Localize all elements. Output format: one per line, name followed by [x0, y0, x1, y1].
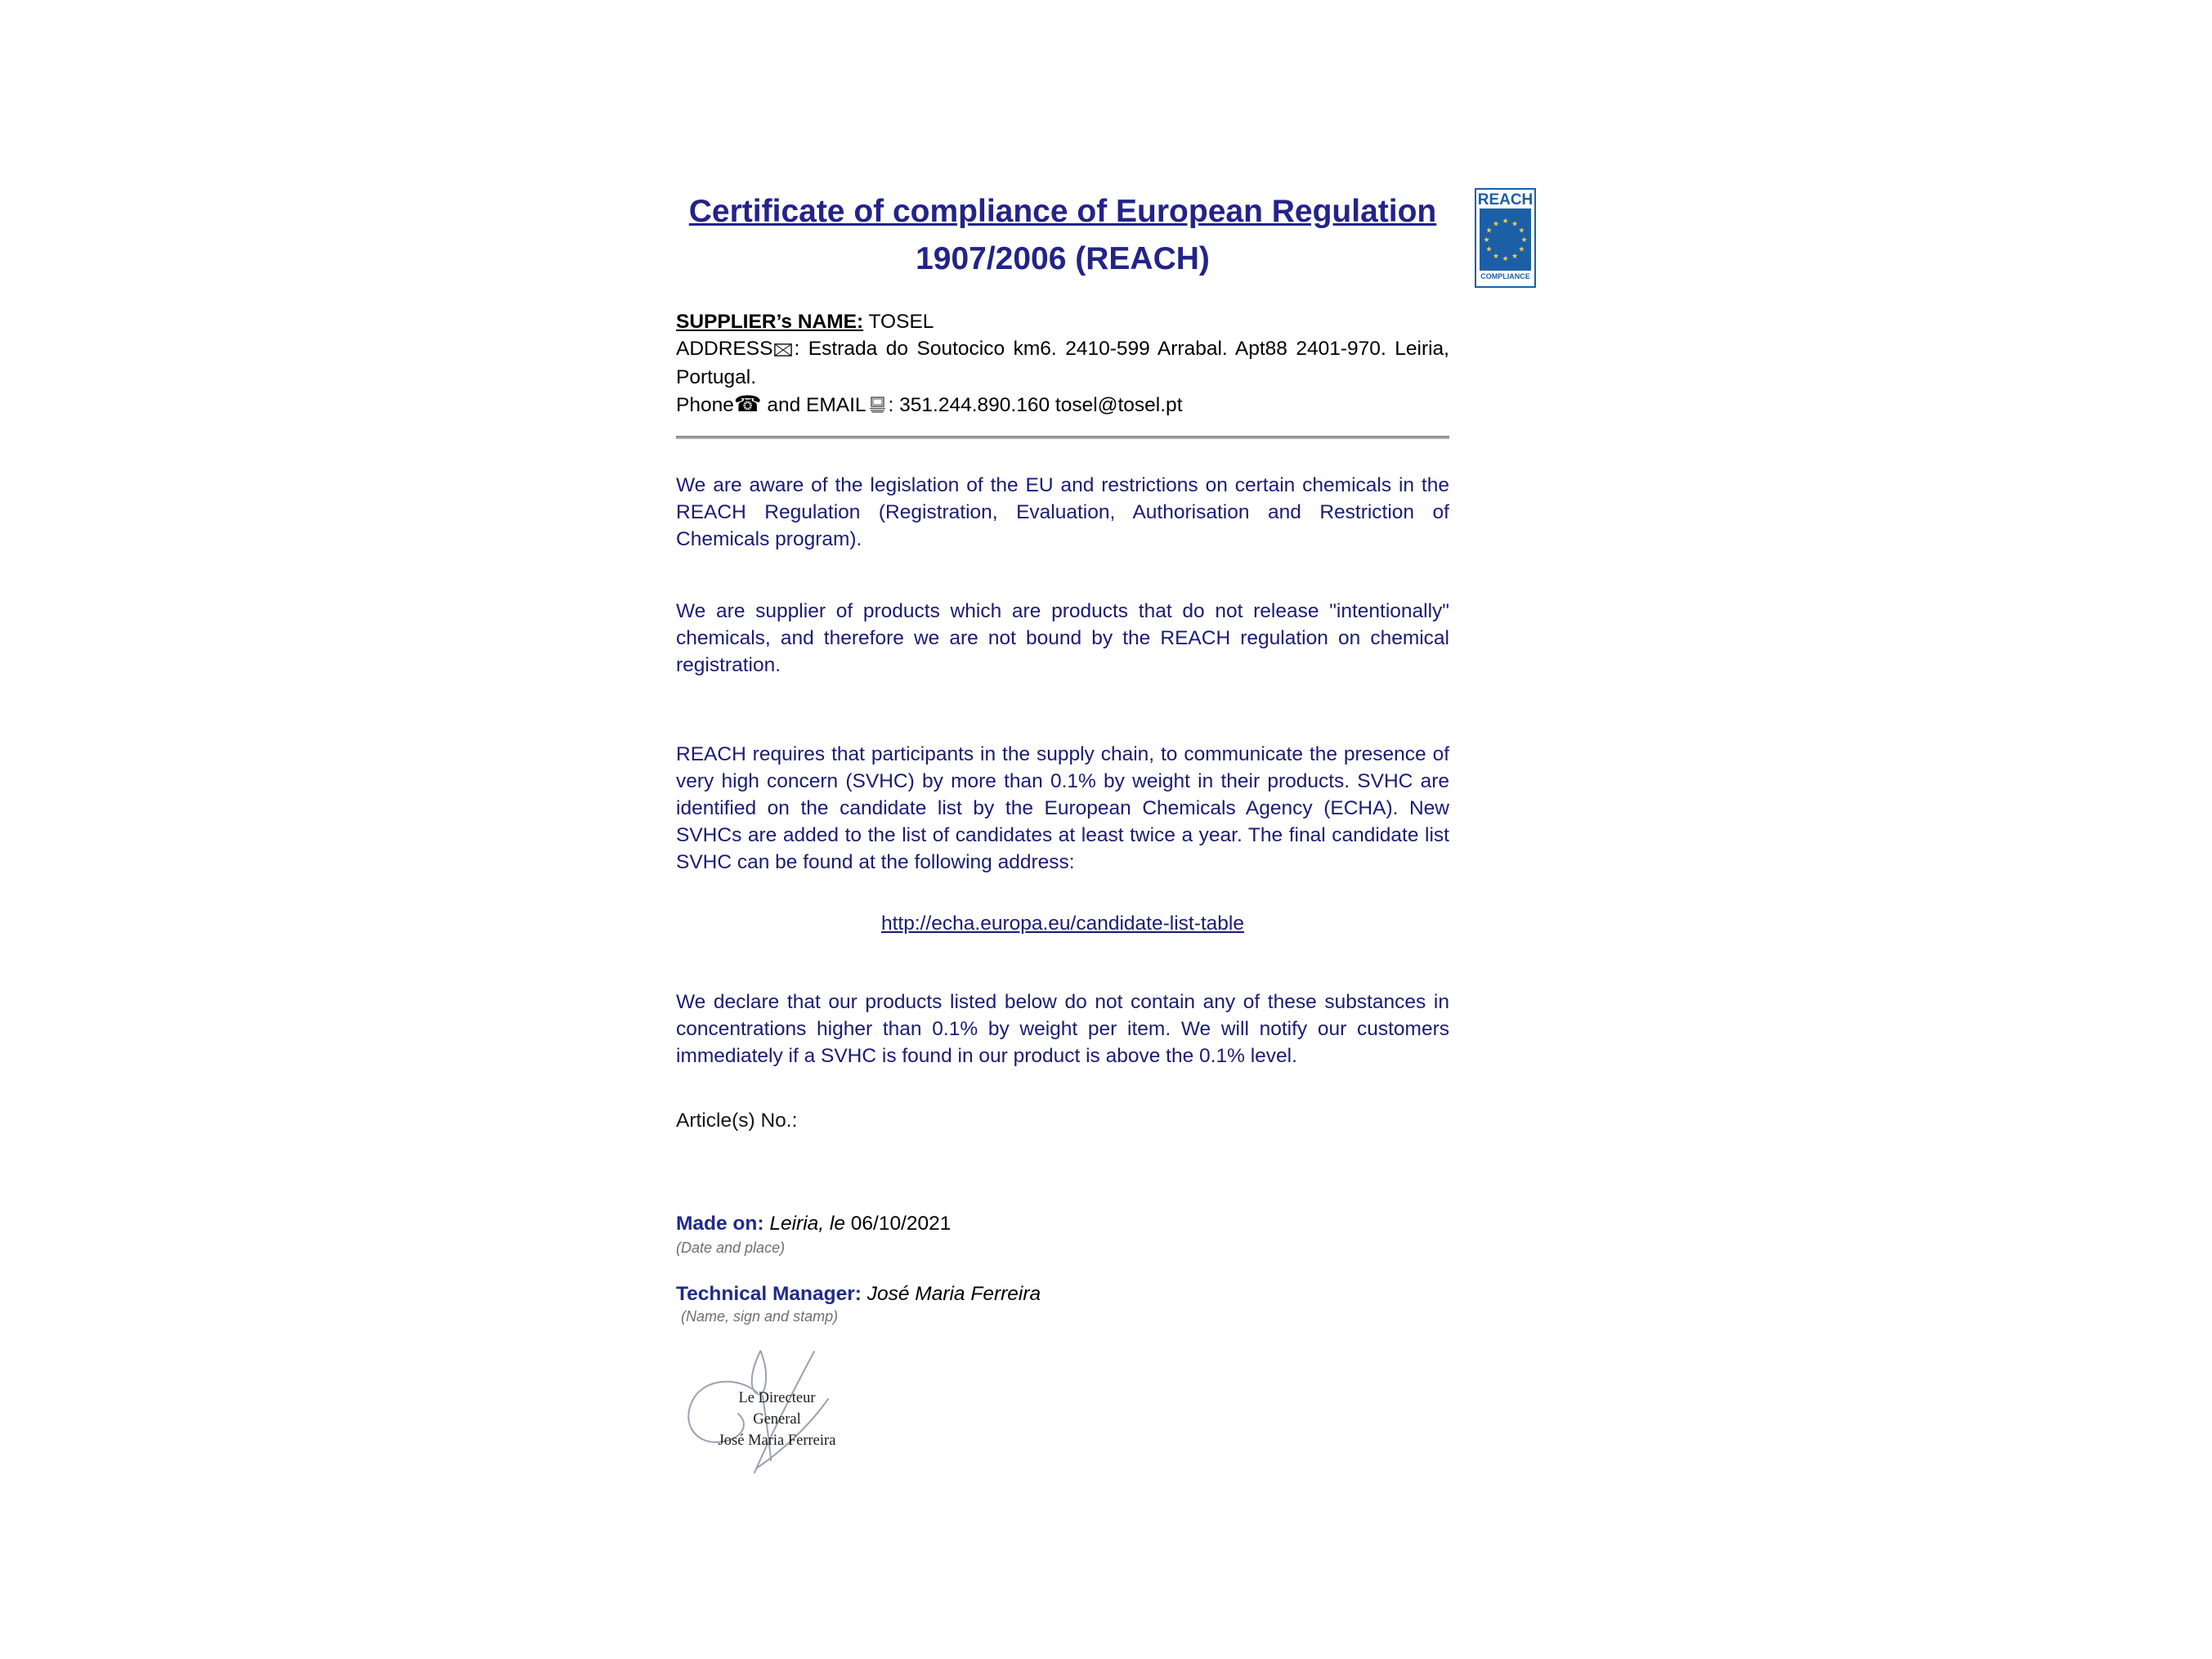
phone-label: Phone [676, 394, 734, 416]
and-email-label: and EMAIL [767, 394, 866, 416]
eu-stars-icon [1480, 208, 1531, 271]
svg-text:★: ★ [1492, 253, 1500, 262]
address-value: : Estrada do Soutocico km6. 2410-599 Arrabal. Apt88 2401-970. Leiria, Portugal. [676, 338, 1449, 388]
paragraph-reach-requirements: REACH requires that participants in the supply chain, to communicate the presence of very high concern (SVHC) by more than 0.1% by weight in their products. SVHC are identified on the candidate list by the European Chemicals Agency (ECHA). New SVHCs are added to the list of candidates at least twice a year. The final candidate list SVHC can be found at the following address: [676, 743, 1449, 873]
signature-block [681, 1342, 873, 1485]
svg-text:★: ★ [1502, 255, 1509, 264]
svg-text:★: ★ [1520, 236, 1528, 245]
signature-name-text [714, 1388, 840, 1451]
section-divider [676, 436, 1449, 439]
logo-reach-text: REACH [1477, 191, 1534, 208]
signature-person-line: José Maria Ferreira [718, 1433, 836, 1449]
paragraph-awareness: We are aware of the legislation of the EU and restrictions on certain chemicals in the REACH Regulation (Registration, Evaluation, Authorisation and Restriction of Chemicals program). [676, 474, 1449, 550]
made-on-line [676, 1213, 1449, 1235]
telephone-icon: ☎ [733, 392, 762, 417]
svg-text:★: ★ [1502, 217, 1509, 226]
svg-text:★: ★ [1511, 220, 1519, 229]
svg-text:★: ★ [1485, 245, 1493, 254]
svg-text:★: ★ [1518, 226, 1525, 235]
paragraph-supplier-statement: We are supplier of products which are products that do not release "intentionally" chemicals, and therefore we are not bound by the REACH regulation on chemical registration. [676, 600, 1449, 676]
name-sign-note: (Name, sign and stamp) [681, 1308, 839, 1325]
supplier-address-line [676, 335, 1449, 391]
made-on-date: 06/10/2021 [850, 1213, 952, 1235]
page-title [676, 188, 1449, 283]
supplier-name-label: SUPPLIER’s NAME: [676, 311, 864, 333]
technical-manager-line [676, 1283, 1449, 1306]
reach-compliance-logo [1475, 188, 1536, 288]
made-on-place: Leiria, le [769, 1213, 845, 1235]
title-line-1: Certificate of compliance of European Regulation [688, 194, 1437, 229]
title-line-2: 1907/2006 (REACH) [916, 241, 1210, 276]
supplier-name-line [676, 308, 1449, 335]
candidate-list-link[interactable]: http://echa.europa.eu/candidate-list-table [880, 912, 1244, 935]
supplier-contact-line [676, 391, 1449, 420]
supplier-name-value: TOSEL [868, 311, 934, 333]
date-place-note: (Date and place) [676, 1240, 786, 1256]
svg-text:★: ★ [1483, 236, 1490, 245]
computer-icon [868, 393, 887, 420]
svg-text:★: ★ [1492, 220, 1500, 229]
address-label: ADDRESS [676, 338, 773, 360]
svg-text:★: ★ [1518, 245, 1525, 254]
article-number-label: Article(s) No.: [676, 1110, 798, 1132]
logo-compliance-text: COMPLIANCE [1480, 272, 1530, 280]
technical-manager-label: Technical Manager: [676, 1283, 862, 1305]
signature-title-line: Le Directeur General [738, 1390, 816, 1428]
paragraph-declaration: We declare that our products listed below do not contain any of these substances in concentrations higher than 0.1% by weight per item. We will notify our customers immediately if a SVHC is found in our product is above the 0.1% level. [676, 991, 1449, 1067]
supplier-block [676, 308, 1449, 420]
made-on-label: Made on: [676, 1213, 764, 1235]
svg-text:★: ★ [1485, 226, 1493, 235]
candidate-list-link-row [676, 912, 1449, 935]
technical-manager-name: José Maria Ferreira [866, 1283, 1041, 1305]
svg-text:★: ★ [1511, 253, 1519, 262]
envelope-icon [774, 337, 792, 364]
contact-value: : 351.244.890.160 tosel@tosel.pt [888, 394, 1183, 416]
